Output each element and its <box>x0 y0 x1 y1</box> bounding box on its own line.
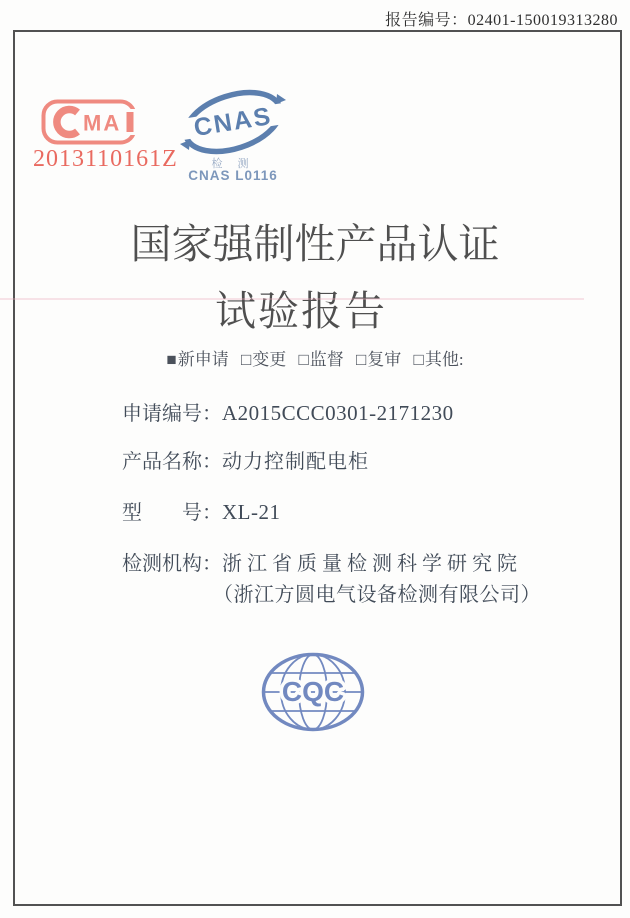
checkbox-new-application <box>166 350 228 369</box>
cqc-logo-icon <box>261 652 365 732</box>
field-label <box>122 501 222 525</box>
checkbox-empty-icon: □ <box>240 350 252 369</box>
checkbox-label: 复审 <box>367 350 402 369</box>
checkbox-label: 其他: <box>424 350 464 369</box>
field-test-organization <box>122 552 522 576</box>
page-title-line1: 国家强制性产品认证 <box>130 221 500 267</box>
cma-logo-icon <box>41 99 137 145</box>
cqc-letters: CQC <box>281 676 345 707</box>
field-test-organization-line2: （浙江方圆电气设备检测有限公司） <box>213 584 541 606</box>
checkbox-label: 监督 <box>309 350 344 369</box>
application-type-row <box>0 345 630 370</box>
checkbox-other <box>414 350 464 369</box>
cnas-caption-jianceh: 检 测 <box>211 158 255 170</box>
cnas-accreditation-number: CNAS L0116 <box>188 168 278 183</box>
field-model <box>122 500 281 525</box>
field-label: 检测机构： <box>122 553 222 575</box>
field-label: 申请编号： <box>122 403 222 426</box>
cma-letters: MA <box>83 110 122 136</box>
checkbox-label: 变更 <box>252 350 287 369</box>
field-label-left: 型 <box>122 502 142 525</box>
report-number: 报告编号：02401-150019313280 <box>385 12 618 29</box>
field-label-right: 号： <box>182 502 222 525</box>
field-value: 浙江省质量检测科学研究院 <box>222 553 522 575</box>
field-product-name <box>122 450 369 474</box>
checkbox-empty-icon: □ <box>356 350 367 369</box>
checkbox-empty-icon: □ <box>413 350 424 369</box>
field-application-number <box>122 401 454 426</box>
checkbox-empty-icon: □ <box>298 350 309 369</box>
checkbox-supervision <box>298 350 343 369</box>
checkbox-label: 新申请 <box>177 350 229 369</box>
page-title-line2: 试验报告 <box>215 288 387 334</box>
checkbox-review <box>356 350 401 369</box>
cma-cert-number: 2013110161Z <box>33 146 178 172</box>
cnas-logo-icon <box>180 89 286 155</box>
cnas-letters: CNAS <box>191 102 275 142</box>
checkbox-change <box>241 350 286 369</box>
scan-artifact-line <box>0 298 584 300</box>
field-value: 动力控制配电柜 <box>222 451 369 473</box>
field-value: A2015CCC0301-2171230 <box>222 401 454 425</box>
checkbox-filled-icon: ■ <box>166 350 177 369</box>
field-value: XL-21 <box>222 500 281 524</box>
field-label: 产品名称： <box>122 451 222 473</box>
